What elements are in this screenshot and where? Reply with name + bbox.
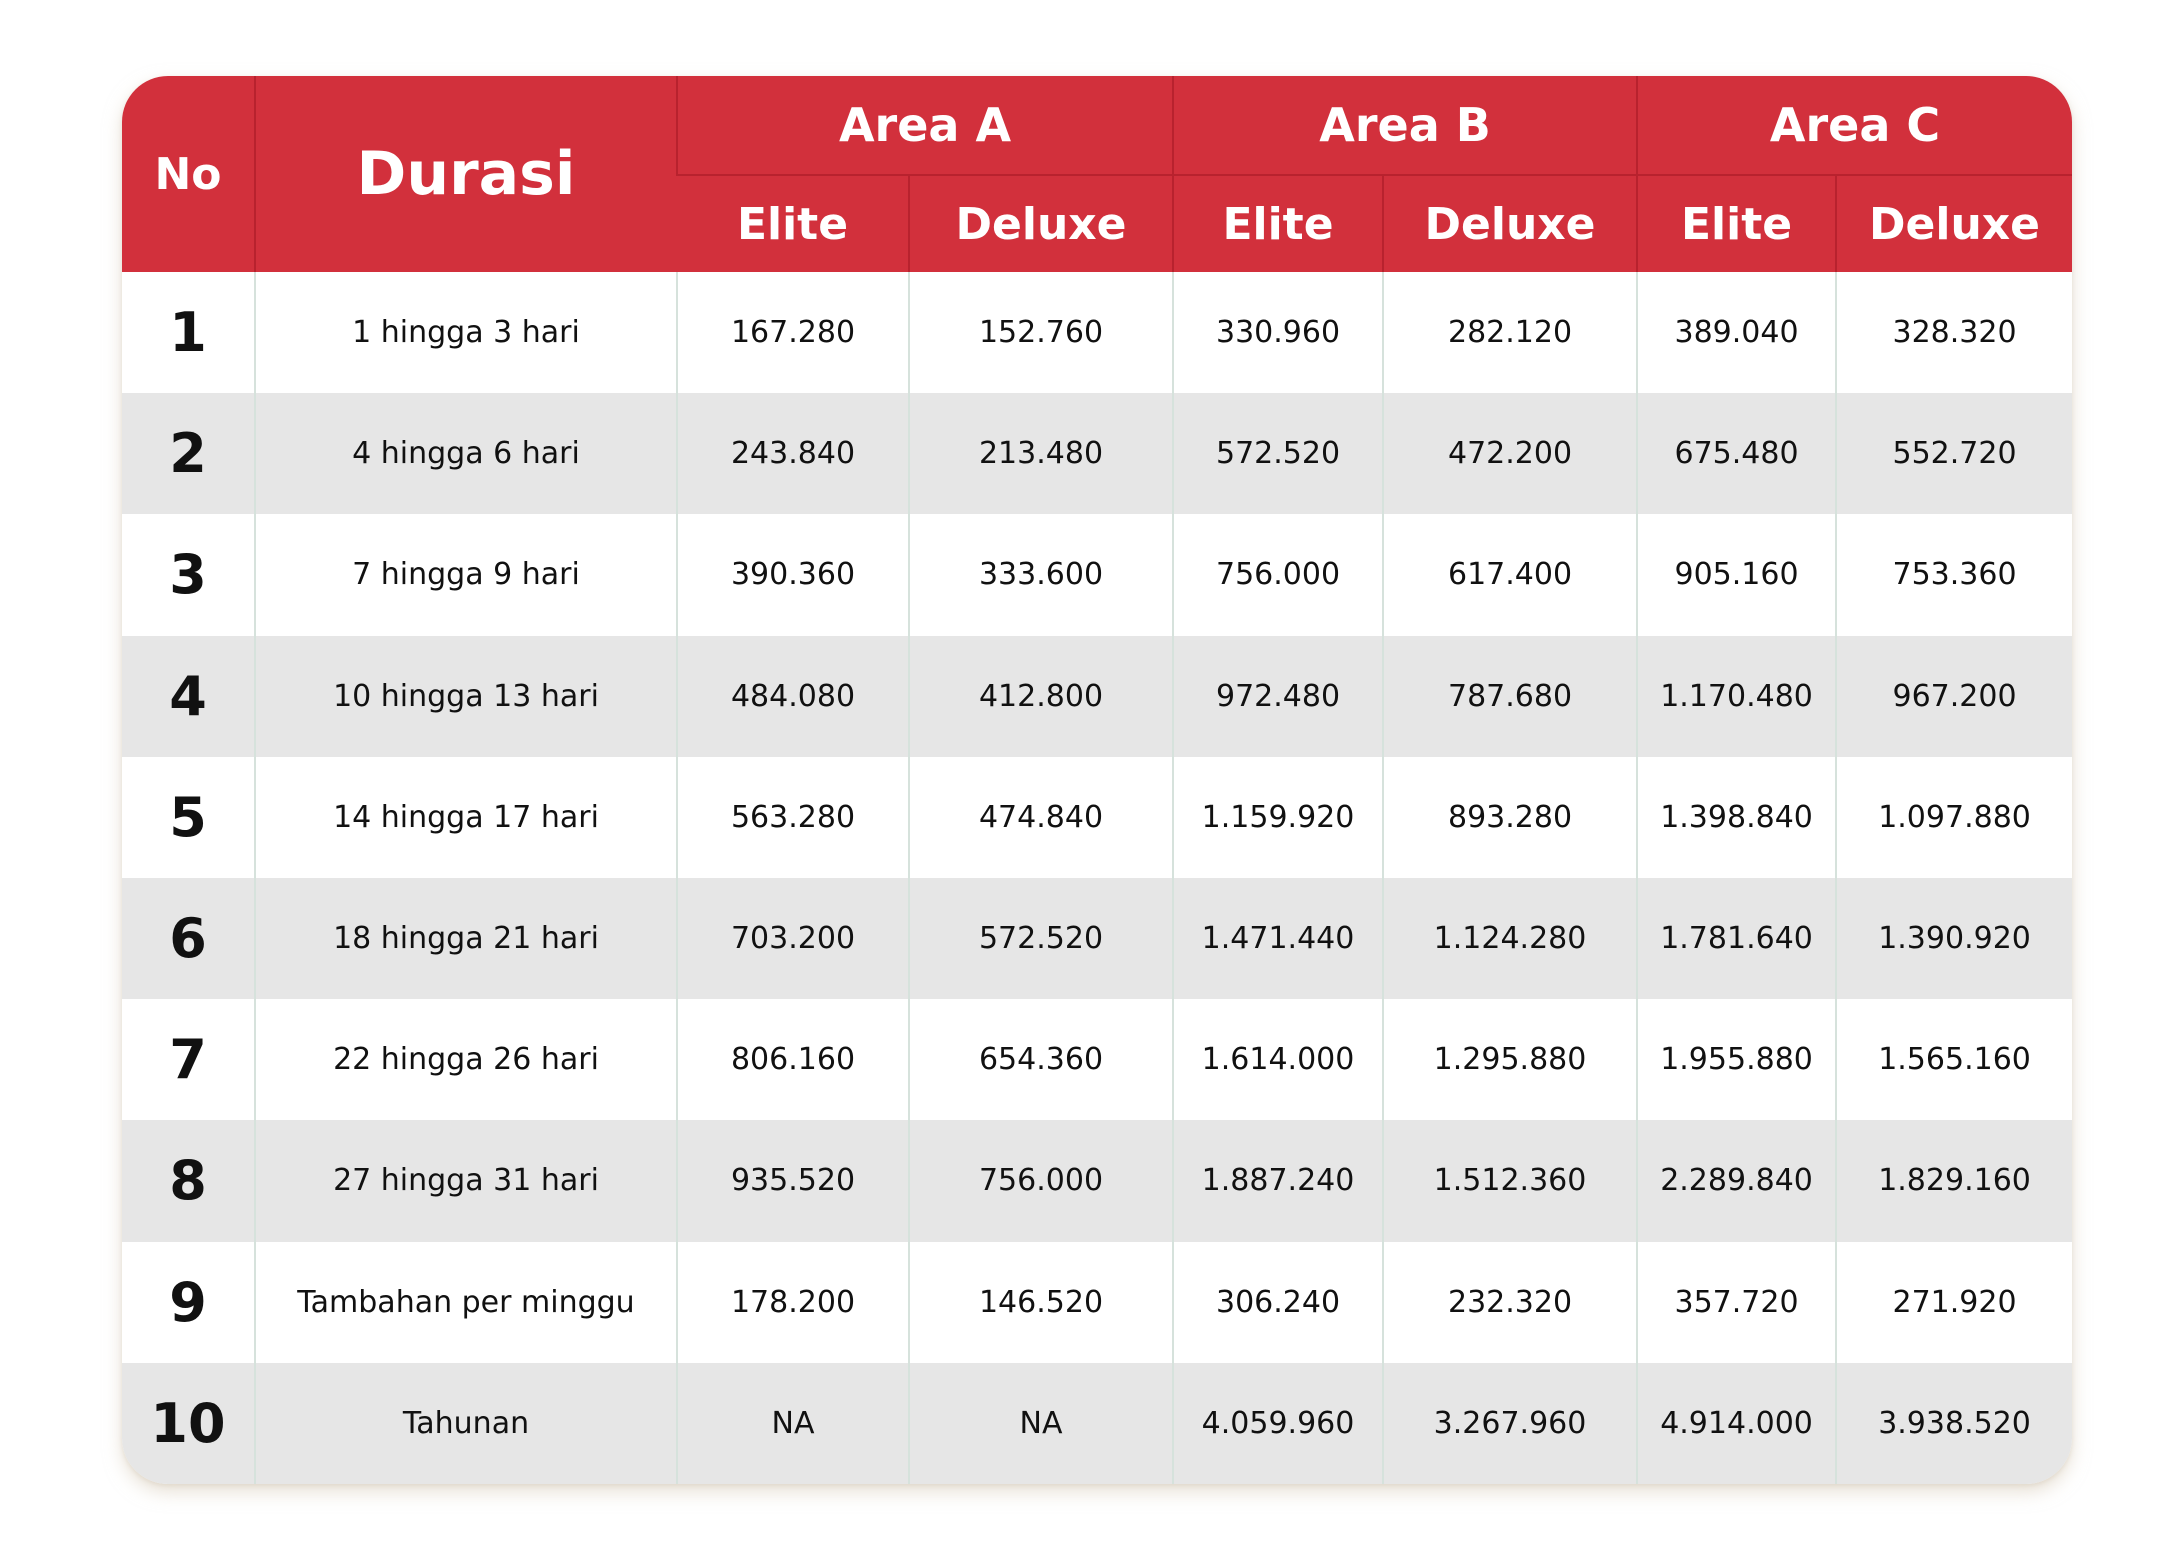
duration-cell: Tambahan per minggu xyxy=(255,1242,677,1363)
header-no: No xyxy=(122,76,255,272)
table-row xyxy=(122,636,2072,757)
price-cell: 893.280 xyxy=(1383,757,1637,878)
price-cell: 756.000 xyxy=(1173,514,1383,635)
table-row xyxy=(122,514,2072,635)
table-row xyxy=(122,272,2072,393)
header-tier-area-b-deluxe: Deluxe xyxy=(1383,175,1637,272)
price-cell: 243.840 xyxy=(677,393,909,514)
price-cell: 703.200 xyxy=(677,878,909,999)
duration-cell: 4 hingga 6 hari xyxy=(255,393,677,514)
price-cell: 178.200 xyxy=(677,1242,909,1363)
price-cell: 1.887.240 xyxy=(1173,1120,1383,1241)
price-cell: 412.800 xyxy=(909,636,1173,757)
row-number: 9 xyxy=(122,1242,255,1363)
price-cell: NA xyxy=(677,1363,909,1484)
header-tier-area-a-deluxe: Deluxe xyxy=(909,175,1173,272)
row-number: 7 xyxy=(122,999,255,1120)
duration-cell: 22 hingga 26 hari xyxy=(255,999,677,1120)
price-cell: 572.520 xyxy=(909,878,1173,999)
price-cell: 232.320 xyxy=(1383,1242,1637,1363)
price-cell: 654.360 xyxy=(909,999,1173,1120)
price-cell: 1.390.920 xyxy=(1836,878,2072,999)
price-cell: 2.289.840 xyxy=(1637,1120,1836,1241)
price-cell: 333.600 xyxy=(909,514,1173,635)
header-tier-area-a-elite: Elite xyxy=(677,175,909,272)
price-cell: 271.920 xyxy=(1836,1242,2072,1363)
row-number: 10 xyxy=(122,1363,255,1484)
table-row xyxy=(122,999,2072,1120)
price-cell: 3.267.960 xyxy=(1383,1363,1637,1484)
price-cell: 1.097.880 xyxy=(1836,757,2072,878)
price-cell: 753.360 xyxy=(1836,514,2072,635)
price-cell: NA xyxy=(909,1363,1173,1484)
price-cell: 357.720 xyxy=(1637,1242,1836,1363)
price-cell: 1.398.840 xyxy=(1637,757,1836,878)
price-table xyxy=(122,76,2072,1484)
header-tier-area-c-deluxe: Deluxe xyxy=(1836,175,2072,272)
price-cell: 1.471.440 xyxy=(1173,878,1383,999)
price-cell: 935.520 xyxy=(677,1120,909,1241)
price-cell: 4.914.000 xyxy=(1637,1363,1836,1484)
header-duration: Durasi xyxy=(255,76,677,272)
price-table-card xyxy=(122,76,2072,1484)
row-number: 1 xyxy=(122,272,255,393)
price-cell: 328.320 xyxy=(1836,272,2072,393)
duration-cell: 14 hingga 17 hari xyxy=(255,757,677,878)
price-cell: 146.520 xyxy=(909,1242,1173,1363)
header-area-a: Area A xyxy=(677,76,1173,175)
header-area-b: Area B xyxy=(1173,76,1637,175)
price-cell: 1.295.880 xyxy=(1383,999,1637,1120)
price-cell: 552.720 xyxy=(1836,393,2072,514)
price-cell: 967.200 xyxy=(1836,636,2072,757)
price-cell: 213.480 xyxy=(909,393,1173,514)
duration-cell: 18 hingga 21 hari xyxy=(255,878,677,999)
price-cell: 1.159.920 xyxy=(1173,757,1383,878)
price-cell: 905.160 xyxy=(1637,514,1836,635)
duration-cell: 27 hingga 31 hari xyxy=(255,1120,677,1241)
row-number: 8 xyxy=(122,1120,255,1241)
price-cell: 675.480 xyxy=(1637,393,1836,514)
header-tier-area-c-elite: Elite xyxy=(1637,175,1836,272)
row-number: 4 xyxy=(122,636,255,757)
table-row xyxy=(122,393,2072,514)
price-cell: 563.280 xyxy=(677,757,909,878)
price-cell: 3.938.520 xyxy=(1836,1363,2072,1484)
price-cell: 152.760 xyxy=(909,272,1173,393)
table-row xyxy=(122,1242,2072,1363)
row-number: 5 xyxy=(122,757,255,878)
price-cell: 474.840 xyxy=(909,757,1173,878)
header-area-c: Area C xyxy=(1637,76,2072,175)
table-row xyxy=(122,1120,2072,1241)
price-cell: 484.080 xyxy=(677,636,909,757)
price-cell: 167.280 xyxy=(677,272,909,393)
row-number: 2 xyxy=(122,393,255,514)
duration-cell: 10 hingga 13 hari xyxy=(255,636,677,757)
price-cell: 1.124.280 xyxy=(1383,878,1637,999)
table-row xyxy=(122,1363,2072,1484)
table-header xyxy=(122,76,2072,272)
price-cell: 1.512.360 xyxy=(1383,1120,1637,1241)
price-cell: 1.565.160 xyxy=(1836,999,2072,1120)
row-number: 3 xyxy=(122,514,255,635)
price-cell: 1.170.480 xyxy=(1637,636,1836,757)
price-cell: 756.000 xyxy=(909,1120,1173,1241)
table-row xyxy=(122,878,2072,999)
price-cell: 806.160 xyxy=(677,999,909,1120)
header-tier-area-b-elite: Elite xyxy=(1173,175,1383,272)
price-cell: 390.360 xyxy=(677,514,909,635)
price-cell: 787.680 xyxy=(1383,636,1637,757)
price-cell: 972.480 xyxy=(1173,636,1383,757)
duration-cell: Tahunan xyxy=(255,1363,677,1484)
table-body xyxy=(122,272,2072,1484)
table-row xyxy=(122,757,2072,878)
row-number: 6 xyxy=(122,878,255,999)
price-cell: 306.240 xyxy=(1173,1242,1383,1363)
price-cell: 330.960 xyxy=(1173,272,1383,393)
price-cell: 389.040 xyxy=(1637,272,1836,393)
price-cell: 572.520 xyxy=(1173,393,1383,514)
price-cell: 617.400 xyxy=(1383,514,1637,635)
price-cell: 1.955.880 xyxy=(1637,999,1836,1120)
price-cell: 4.059.960 xyxy=(1173,1363,1383,1484)
price-cell: 472.200 xyxy=(1383,393,1637,514)
duration-cell: 1 hingga 3 hari xyxy=(255,272,677,393)
price-cell: 282.120 xyxy=(1383,272,1637,393)
price-cell: 1.781.640 xyxy=(1637,878,1836,999)
price-cell: 1.829.160 xyxy=(1836,1120,2072,1241)
duration-cell: 7 hingga 9 hari xyxy=(255,514,677,635)
price-cell: 1.614.000 xyxy=(1173,999,1383,1120)
